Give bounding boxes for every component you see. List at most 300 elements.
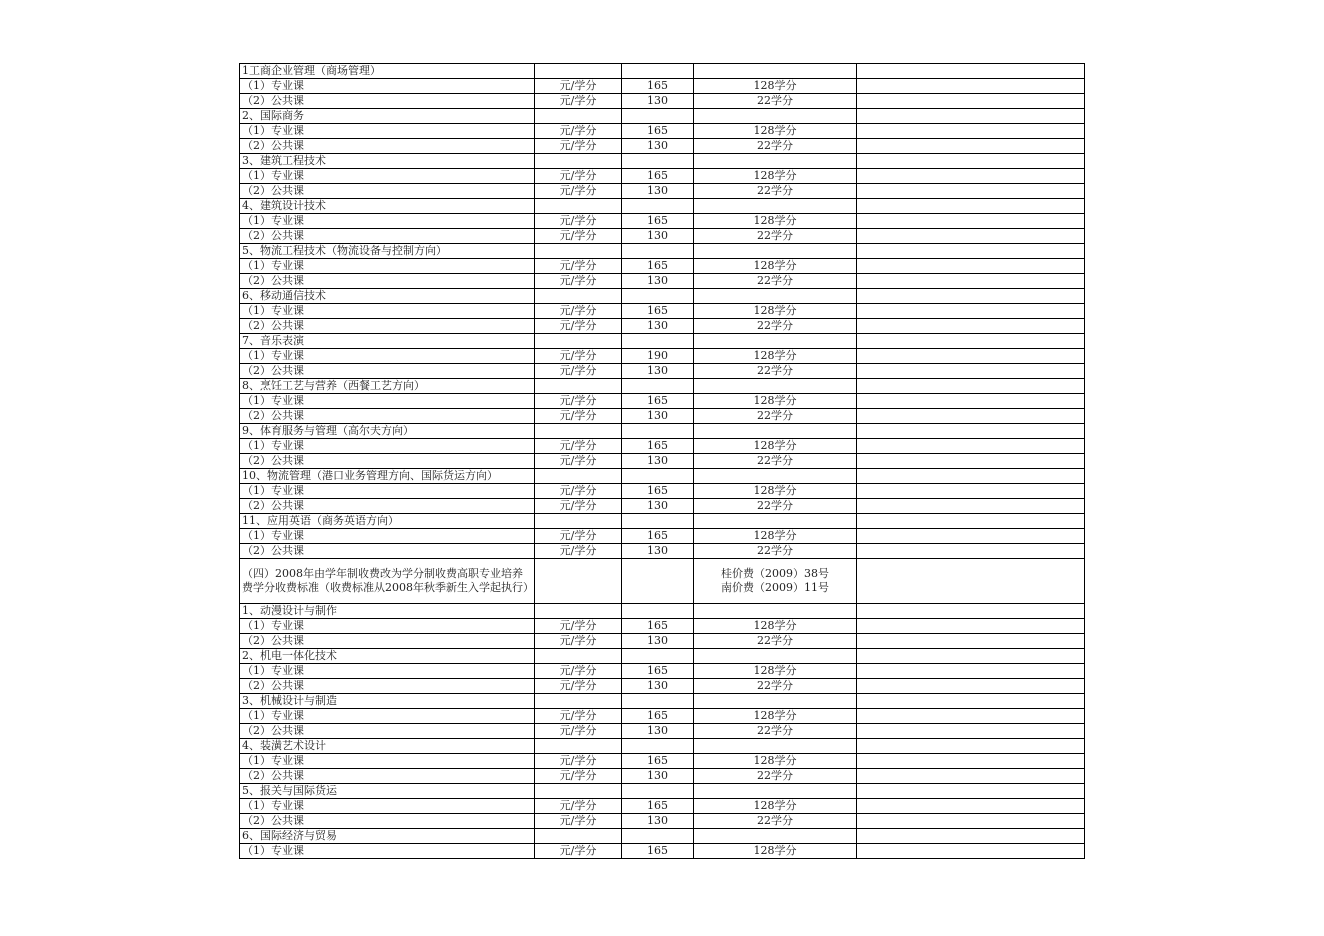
course-type: （2）公共课	[240, 184, 535, 199]
empty-cell	[535, 559, 622, 604]
empty-cell	[622, 109, 694, 124]
program-row	[240, 829, 1085, 844]
program-row	[240, 154, 1085, 169]
course-row	[240, 364, 1085, 379]
empty-cell	[857, 79, 1085, 94]
empty-cell	[535, 199, 622, 214]
course-type: （2）公共课	[240, 814, 535, 829]
doc-ref: 南价费（2009）11号	[721, 581, 829, 594]
fee-cell: 130	[622, 634, 694, 649]
empty-cell	[857, 184, 1085, 199]
fee-cell: 165	[622, 439, 694, 454]
empty-cell	[694, 379, 857, 394]
empty-cell	[535, 694, 622, 709]
course-type: （1）专业课	[240, 799, 535, 814]
course-row	[240, 319, 1085, 334]
credits-cell: 128学分	[694, 529, 857, 544]
empty-cell	[694, 154, 857, 169]
course-row	[240, 484, 1085, 499]
empty-cell	[857, 799, 1085, 814]
course-type: （1）专业课	[240, 619, 535, 634]
fee-cell: 130	[622, 769, 694, 784]
unit-cell: 元/学分	[535, 619, 622, 634]
fee-cell: 165	[622, 709, 694, 724]
empty-cell	[857, 544, 1085, 559]
course-type: （2）公共课	[240, 139, 535, 154]
course-row	[240, 229, 1085, 244]
program-name: 10、物流管理（港口业务管理方向、国际货运方向）	[240, 469, 535, 484]
empty-cell	[622, 334, 694, 349]
course-type: （1）专业课	[240, 484, 535, 499]
fee-cell: 130	[622, 139, 694, 154]
course-type: （2）公共课	[240, 679, 535, 694]
empty-cell	[694, 289, 857, 304]
program-name: 6、移动通信技术	[240, 289, 535, 304]
credits-cell: 22学分	[694, 454, 857, 469]
empty-cell	[857, 304, 1085, 319]
credits-cell: 128学分	[694, 214, 857, 229]
empty-cell	[857, 739, 1085, 754]
empty-cell	[857, 724, 1085, 739]
empty-cell	[622, 694, 694, 709]
empty-cell	[622, 199, 694, 214]
course-row	[240, 529, 1085, 544]
unit-cell: 元/学分	[535, 814, 622, 829]
unit-cell: 元/学分	[535, 754, 622, 769]
empty-cell	[535, 649, 622, 664]
unit-cell: 元/学分	[535, 679, 622, 694]
empty-cell	[694, 694, 857, 709]
empty-cell	[535, 469, 622, 484]
course-row	[240, 304, 1085, 319]
program-name: 1工商企业管理（商场管理）	[240, 64, 535, 79]
empty-cell	[857, 469, 1085, 484]
empty-cell	[857, 334, 1085, 349]
empty-cell	[694, 514, 857, 529]
course-type: （1）专业课	[240, 529, 535, 544]
empty-cell	[622, 424, 694, 439]
unit-cell: 元/学分	[535, 349, 622, 364]
credits-cell: 128学分	[694, 844, 857, 859]
course-row	[240, 214, 1085, 229]
program-row	[240, 289, 1085, 304]
course-row	[240, 184, 1085, 199]
program-name: 4、建筑设计技术	[240, 199, 535, 214]
empty-cell	[857, 259, 1085, 274]
empty-cell	[857, 829, 1085, 844]
fee-cell: 165	[622, 259, 694, 274]
empty-cell	[535, 829, 622, 844]
empty-cell	[857, 394, 1085, 409]
course-row	[240, 349, 1085, 364]
unit-cell: 元/学分	[535, 664, 622, 679]
credits-cell: 128学分	[694, 349, 857, 364]
program-name: 5、报关与国际货运	[240, 784, 535, 799]
fee-cell: 130	[622, 229, 694, 244]
course-row	[240, 499, 1085, 514]
course-row	[240, 169, 1085, 184]
fee-cell: 130	[622, 454, 694, 469]
credits-cell: 22学分	[694, 94, 857, 109]
empty-cell	[622, 829, 694, 844]
course-row	[240, 124, 1085, 139]
program-name: 7、音乐表演	[240, 334, 535, 349]
empty-cell	[857, 424, 1085, 439]
unit-cell: 元/学分	[535, 799, 622, 814]
program-row	[240, 739, 1085, 754]
unit-cell: 元/学分	[535, 184, 622, 199]
empty-cell	[857, 769, 1085, 784]
course-type: （2）公共课	[240, 769, 535, 784]
empty-cell	[535, 109, 622, 124]
empty-cell	[622, 559, 694, 604]
empty-cell	[857, 124, 1085, 139]
fee-cell: 165	[622, 529, 694, 544]
course-type: （2）公共课	[240, 229, 535, 244]
empty-cell	[857, 364, 1085, 379]
empty-cell	[857, 529, 1085, 544]
credits-cell: 128学分	[694, 79, 857, 94]
course-row	[240, 709, 1085, 724]
program-row	[240, 244, 1085, 259]
program-name: 4、装潢艺术设计	[240, 739, 535, 754]
unit-cell: 元/学分	[535, 634, 622, 649]
fee-cell: 165	[622, 754, 694, 769]
course-type: （2）公共课	[240, 634, 535, 649]
credits-cell: 22学分	[694, 634, 857, 649]
program-row	[240, 784, 1085, 799]
empty-cell	[535, 424, 622, 439]
fee-cell: 165	[622, 169, 694, 184]
empty-cell	[857, 64, 1085, 79]
fee-cell: 165	[622, 844, 694, 859]
course-type: （1）专业课	[240, 709, 535, 724]
credits-cell: 22学分	[694, 184, 857, 199]
course-type: （1）专业课	[240, 169, 535, 184]
fee-cell: 165	[622, 484, 694, 499]
credits-cell: 128学分	[694, 124, 857, 139]
course-type: （1）专业课	[240, 124, 535, 139]
empty-cell	[857, 244, 1085, 259]
program-name: 8、烹饪工艺与营养（西餐工艺方向）	[240, 379, 535, 394]
course-row	[240, 544, 1085, 559]
fee-cell: 130	[622, 364, 694, 379]
unit-cell: 元/学分	[535, 409, 622, 424]
empty-cell	[622, 739, 694, 754]
empty-cell	[622, 289, 694, 304]
unit-cell: 元/学分	[535, 79, 622, 94]
empty-cell	[857, 694, 1085, 709]
program-name: 6、国际经济与贸易	[240, 829, 535, 844]
course-type: （2）公共课	[240, 499, 535, 514]
program-row	[240, 334, 1085, 349]
fee-cell: 165	[622, 214, 694, 229]
course-type: （1）专业课	[240, 304, 535, 319]
program-name: 1、动漫设计与制作	[240, 604, 535, 619]
credits-cell: 128学分	[694, 664, 857, 679]
course-row	[240, 679, 1085, 694]
program-name: 3、机械设计与制造	[240, 694, 535, 709]
credits-cell: 22学分	[694, 769, 857, 784]
program-name: 11、应用英语（商务英语方向）	[240, 514, 535, 529]
doc-refs	[694, 559, 857, 604]
empty-cell	[535, 289, 622, 304]
program-row	[240, 64, 1085, 79]
empty-cell	[694, 469, 857, 484]
unit-cell: 元/学分	[535, 844, 622, 859]
program-row	[240, 694, 1085, 709]
empty-cell	[535, 244, 622, 259]
credits-cell: 22学分	[694, 814, 857, 829]
unit-cell: 元/学分	[535, 169, 622, 184]
course-row	[240, 844, 1085, 859]
empty-cell	[857, 559, 1085, 604]
credits-cell: 22学分	[694, 229, 857, 244]
credits-cell: 128学分	[694, 799, 857, 814]
empty-cell	[535, 154, 622, 169]
empty-cell	[694, 739, 857, 754]
empty-cell	[857, 439, 1085, 454]
empty-cell	[857, 319, 1085, 334]
empty-cell	[622, 514, 694, 529]
empty-cell	[694, 64, 857, 79]
fee-cell: 165	[622, 664, 694, 679]
credits-cell: 128学分	[694, 169, 857, 184]
course-type: （2）公共课	[240, 364, 535, 379]
fee-cell: 165	[622, 394, 694, 409]
course-type: （2）公共课	[240, 724, 535, 739]
program-name: 2、机电一体化技术	[240, 649, 535, 664]
course-type: （1）专业课	[240, 844, 535, 859]
course-row	[240, 79, 1085, 94]
course-row	[240, 454, 1085, 469]
course-row	[240, 394, 1085, 409]
course-row	[240, 769, 1085, 784]
course-row	[240, 664, 1085, 679]
credits-cell: 22学分	[694, 544, 857, 559]
course-type: （1）专业课	[240, 349, 535, 364]
fee-cell: 165	[622, 799, 694, 814]
fee-cell: 165	[622, 619, 694, 634]
empty-cell	[857, 514, 1085, 529]
empty-cell	[857, 604, 1085, 619]
credits-cell: 128学分	[694, 709, 857, 724]
empty-cell	[857, 634, 1085, 649]
empty-cell	[857, 379, 1085, 394]
unit-cell: 元/学分	[535, 394, 622, 409]
empty-cell	[694, 109, 857, 124]
course-type: （1）专业课	[240, 664, 535, 679]
course-type: （1）专业课	[240, 214, 535, 229]
unit-cell: 元/学分	[535, 274, 622, 289]
doc-ref: 桂价费（2009）38号	[721, 566, 829, 580]
empty-cell	[857, 289, 1085, 304]
credits-cell: 128学分	[694, 259, 857, 274]
empty-cell	[622, 64, 694, 79]
unit-cell: 元/学分	[535, 544, 622, 559]
course-row	[240, 274, 1085, 289]
course-row	[240, 634, 1085, 649]
empty-cell	[622, 604, 694, 619]
course-row	[240, 259, 1085, 274]
course-row	[240, 814, 1085, 829]
unit-cell: 元/学分	[535, 364, 622, 379]
credits-cell: 128学分	[694, 754, 857, 769]
credits-cell: 128学分	[694, 619, 857, 634]
program-row	[240, 379, 1085, 394]
unit-cell: 元/学分	[535, 439, 622, 454]
empty-cell	[857, 709, 1085, 724]
course-row	[240, 754, 1085, 769]
empty-cell	[694, 199, 857, 214]
unit-cell: 元/学分	[535, 259, 622, 274]
program-row	[240, 514, 1085, 529]
fee-cell: 130	[622, 724, 694, 739]
empty-cell	[622, 469, 694, 484]
program-name: 5、物流工程技术（物流设备与控制方向）	[240, 244, 535, 259]
course-type: （2）公共课	[240, 454, 535, 469]
empty-cell	[857, 664, 1085, 679]
empty-cell	[694, 784, 857, 799]
empty-cell	[857, 814, 1085, 829]
credits-cell: 128学分	[694, 304, 857, 319]
fee-cell: 130	[622, 94, 694, 109]
empty-cell	[622, 649, 694, 664]
credits-cell: 22学分	[694, 139, 857, 154]
credits-cell: 22学分	[694, 319, 857, 334]
empty-cell	[857, 409, 1085, 424]
fee-cell: 165	[622, 304, 694, 319]
credits-cell: 22学分	[694, 499, 857, 514]
empty-cell	[857, 274, 1085, 289]
section-title: （四）2008年由学年制收费改为学分制收费高职专业培养费学分收费标准（收费标准从2008年秋季新生入学起执行）	[240, 559, 535, 604]
course-type: （1）专业课	[240, 754, 535, 769]
empty-cell	[622, 244, 694, 259]
unit-cell: 元/学分	[535, 124, 622, 139]
program-name: 2、国际商务	[240, 109, 535, 124]
empty-cell	[857, 844, 1085, 859]
course-type: （2）公共课	[240, 319, 535, 334]
credits-cell: 22学分	[694, 679, 857, 694]
program-row	[240, 469, 1085, 484]
fee-table	[239, 63, 1085, 859]
program-row	[240, 424, 1085, 439]
credits-cell: 22学分	[694, 274, 857, 289]
program-row	[240, 604, 1085, 619]
unit-cell: 元/学分	[535, 484, 622, 499]
empty-cell	[535, 784, 622, 799]
course-row	[240, 724, 1085, 739]
program-row	[240, 109, 1085, 124]
course-type: （1）专业课	[240, 259, 535, 274]
empty-cell	[857, 109, 1085, 124]
empty-cell	[857, 484, 1085, 499]
unit-cell: 元/学分	[535, 769, 622, 784]
empty-cell	[857, 679, 1085, 694]
fee-cell: 130	[622, 409, 694, 424]
empty-cell	[857, 154, 1085, 169]
course-type: （2）公共课	[240, 274, 535, 289]
course-row	[240, 439, 1085, 454]
unit-cell: 元/学分	[535, 139, 622, 154]
empty-cell	[857, 754, 1085, 769]
unit-cell: 元/学分	[535, 499, 622, 514]
unit-cell: 元/学分	[535, 94, 622, 109]
section-header-row	[240, 559, 1085, 604]
empty-cell	[857, 139, 1085, 154]
credits-cell: 22学分	[694, 364, 857, 379]
fee-cell: 130	[622, 499, 694, 514]
fee-cell: 130	[622, 274, 694, 289]
empty-cell	[857, 649, 1085, 664]
unit-cell: 元/学分	[535, 229, 622, 244]
unit-cell: 元/学分	[535, 319, 622, 334]
empty-cell	[857, 349, 1085, 364]
program-name: 3、建筑工程技术	[240, 154, 535, 169]
fee-cell: 130	[622, 679, 694, 694]
unit-cell: 元/学分	[535, 709, 622, 724]
fee-cell: 130	[622, 544, 694, 559]
fee-cell: 165	[622, 124, 694, 139]
course-type: （2）公共课	[240, 409, 535, 424]
empty-cell	[535, 334, 622, 349]
course-type: （1）专业课	[240, 439, 535, 454]
credits-cell: 128学分	[694, 439, 857, 454]
credits-cell: 128学分	[694, 484, 857, 499]
fee-cell: 130	[622, 814, 694, 829]
credits-cell: 22学分	[694, 409, 857, 424]
course-type: （1）专业课	[240, 394, 535, 409]
course-row	[240, 94, 1085, 109]
empty-cell	[857, 94, 1085, 109]
empty-cell	[694, 244, 857, 259]
course-row	[240, 619, 1085, 634]
empty-cell	[622, 379, 694, 394]
credits-cell: 22学分	[694, 724, 857, 739]
course-type: （1）专业课	[240, 79, 535, 94]
empty-cell	[694, 649, 857, 664]
empty-cell	[535, 739, 622, 754]
unit-cell: 元/学分	[535, 214, 622, 229]
empty-cell	[535, 64, 622, 79]
program-row	[240, 649, 1085, 664]
empty-cell	[535, 604, 622, 619]
empty-cell	[622, 784, 694, 799]
unit-cell: 元/学分	[535, 529, 622, 544]
empty-cell	[857, 214, 1085, 229]
course-type: （2）公共课	[240, 544, 535, 559]
empty-cell	[857, 499, 1085, 514]
credits-cell: 128学分	[694, 394, 857, 409]
empty-cell	[694, 829, 857, 844]
empty-cell	[535, 514, 622, 529]
empty-cell	[694, 334, 857, 349]
unit-cell: 元/学分	[535, 304, 622, 319]
course-row	[240, 409, 1085, 424]
course-type: （2）公共课	[240, 94, 535, 109]
fee-cell: 130	[622, 184, 694, 199]
unit-cell: 元/学分	[535, 724, 622, 739]
empty-cell	[857, 619, 1085, 634]
program-name: 9、体育服务与管理（高尔夫方向）	[240, 424, 535, 439]
empty-cell	[622, 154, 694, 169]
course-row	[240, 799, 1085, 814]
empty-cell	[694, 424, 857, 439]
empty-cell	[857, 454, 1085, 469]
fee-cell: 130	[622, 319, 694, 334]
empty-cell	[857, 169, 1085, 184]
empty-cell	[535, 379, 622, 394]
